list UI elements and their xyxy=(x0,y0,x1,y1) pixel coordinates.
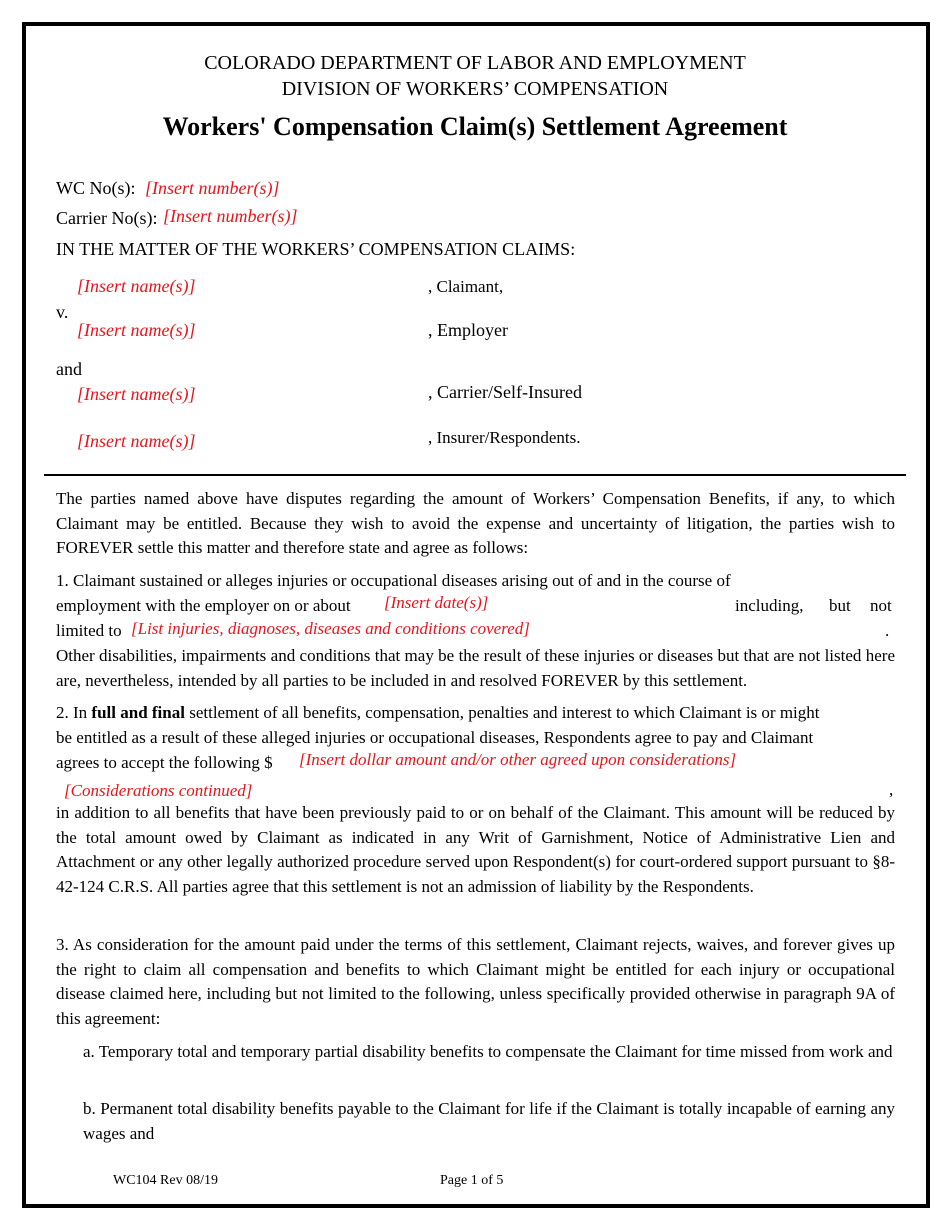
paragraph-2-line-1-rest: settlement of all benefits, compensation, penalties and interest to which Claimant is or might xyxy=(189,703,820,722)
paragraph-2-number: 2. In xyxy=(56,703,88,722)
paragraph-3: 3. As consideration for the amount paid under the terms of this settlement, Claimant rejects, waives, and forever gives up the right to claim all compensation and benefits to which Claimant might be entitled for each injury or occupational disease claimed here, including but not limited to the following, unless specifically provided otherwise in paragraph 9A of this agreement: xyxy=(56,935,895,1028)
matter-heading: IN THE MATTER OF THE WORKERS’ COMPENSATION CLAIMS: xyxy=(56,239,576,259)
insurer-role-label: , Insurer/Respondents. xyxy=(428,428,581,447)
insurer-name-field[interactable]: [Insert name(s)] xyxy=(77,431,196,451)
but-word: but xyxy=(829,596,851,615)
carrier-number-field[interactable]: [Insert number(s)] xyxy=(163,206,298,226)
paragraph-2-line-3: agrees to accept the following $ xyxy=(56,753,273,772)
line-period: . xyxy=(885,621,890,640)
carrier-role-label: , Carrier/Self-Insured xyxy=(428,382,582,402)
paragraph-1-rest: Other disabilities, impairments and conditions that may be the result of these injuries or diseases but that are not listed here are, nevertheless, intended by all parties to be included in and resolved FOREVER by this settlement. xyxy=(56,646,895,690)
page-number: Page 1 of 5 xyxy=(440,1173,504,1188)
paragraph-2-line-2: be entitled as a result of these alleged injuries or occupational diseases, Respondents agree to pay and Claimant xyxy=(56,728,814,747)
carrier-number-label: Carrier No(s): xyxy=(56,208,158,228)
paragraph-3b: b. Permanent total disability benefits payable to the Claimant for life if the Claimant is totally incapable of earning any wages and xyxy=(83,1099,895,1143)
carrier-name-field[interactable]: [Insert name(s)] xyxy=(77,384,196,404)
full-and-final-bold: full and final xyxy=(91,703,185,722)
paragraph-2-rest: in addition to all benefits that have been previously paid to or on behalf of the Claimant. This amount will be reduced by the total amount owed by Claimant as indicated in any Writ of Garnishment, Notice of Administrative Lien and Attachment or any other legally authorized procedure served upon Respondent(s) for court-ordered support pursuant to §8-42-124 C.R.S. All parties agree that this settlement is not an admission of liability by the Respondents. xyxy=(56,803,895,896)
injury-date-field[interactable]: [Insert date(s)] xyxy=(384,593,489,612)
considerations-continued-field[interactable]: [Considerations continued] xyxy=(64,781,253,800)
paragraph-1-line-1: 1. Claimant sustained or alleges injuries or occupational diseases arising out of and in the course of xyxy=(56,571,731,590)
section-divider xyxy=(44,474,906,476)
department-heading: COLORADO DEPARTMENT OF LABOR AND EMPLOYMENT xyxy=(204,52,746,74)
including-word: including, xyxy=(735,596,804,615)
page-title: Workers' Compensation Claim(s) Settlement Agreement xyxy=(162,112,788,141)
not-word: not xyxy=(870,596,892,615)
intro-paragraph: The parties named above have disputes regarding the amount of Workers’ Compensation Benefits, if any, to which Claimant may be entitled. Because they wish to avoid the expense and uncertainty of litigation, the parties wish to FOREVER settle this matter and therefore state and agree as follows: xyxy=(56,489,895,558)
claimant-name-field[interactable]: [Insert name(s)] xyxy=(77,276,196,296)
paragraph-3a: a. Temporary total and temporary partial disability benefits to compensate the Claimant for time missed from work and xyxy=(83,1042,893,1061)
wc-number-label: WC No(s): xyxy=(56,178,136,198)
paragraph-1-line-2: employment with the employer on or about xyxy=(56,596,351,615)
division-heading: DIVISION OF WORKERS’ COMPENSATION xyxy=(281,78,669,100)
employer-name-field[interactable]: [Insert name(s)] xyxy=(77,320,196,340)
limited-to-label: limited to xyxy=(56,621,122,640)
injuries-list-field[interactable]: [List injuries, diagnoses, diseases and conditions covered] xyxy=(131,619,530,638)
employer-role-label: , Employer xyxy=(428,320,508,340)
wc-number-field[interactable]: [Insert number(s)] xyxy=(145,178,280,198)
paragraph-2-line-1 xyxy=(56,703,820,723)
form-number: WC104 Rev 08/19 xyxy=(113,1173,218,1188)
settlement-amount-field[interactable]: [Insert dollar amount and/or other agreed upon considerations] xyxy=(299,750,737,769)
considerations-comma: , xyxy=(889,780,894,799)
claimant-role-label: , Claimant, xyxy=(428,277,504,296)
versus-label: v. xyxy=(56,302,69,322)
and-label: and xyxy=(56,359,82,379)
